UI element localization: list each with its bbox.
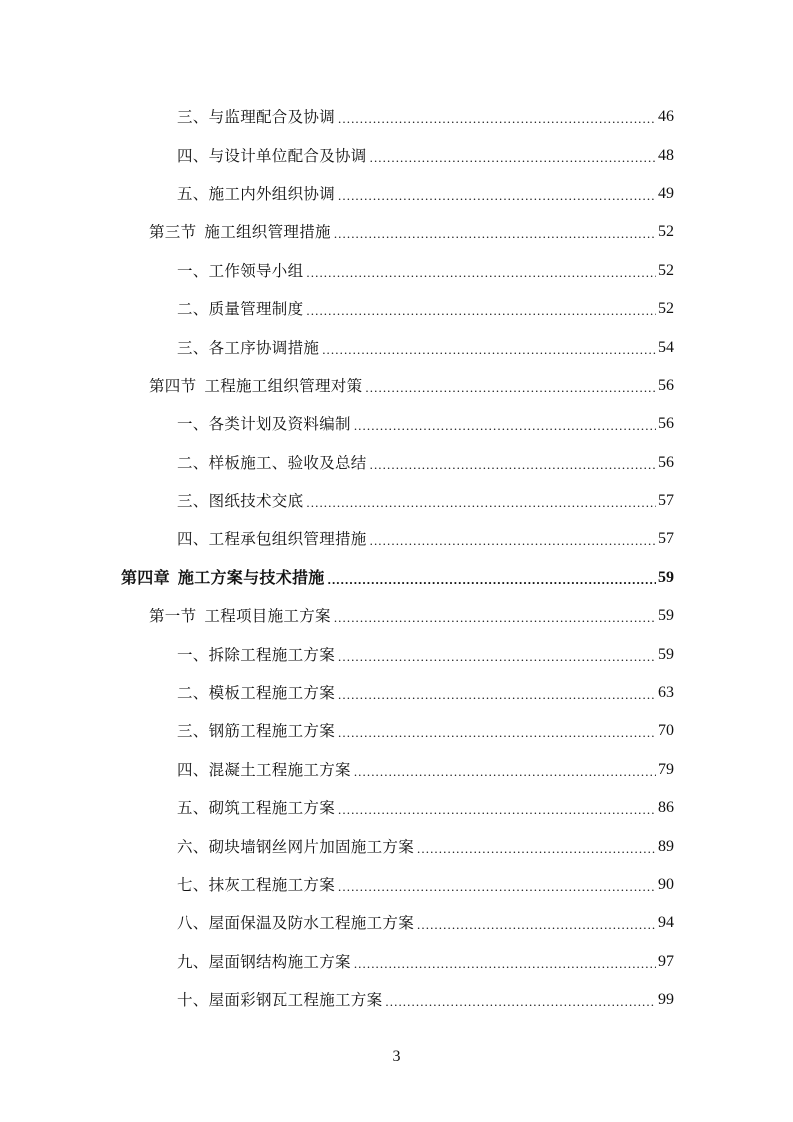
toc-entry-subtitle: 施工组织管理措施: [204, 223, 331, 242]
toc-entry-page: 56: [658, 376, 674, 394]
toc-dot-leader: [354, 414, 656, 434]
toc-entry[interactable]: [0, 635, 793, 673]
toc-dot-leader: [338, 721, 656, 741]
toc-entry-title: [149, 606, 331, 626]
toc-entry-title: [177, 491, 303, 511]
toc-entry[interactable]: [0, 136, 793, 174]
toc-entry-label: 五、砌筑工程施工方案: [177, 799, 336, 818]
toc-entry-subtitle: 工程施工组织管理对策: [204, 376, 363, 395]
toc-entry-label: 十、屋面彩钢瓦工程施工方案: [177, 991, 383, 1010]
toc-entry-page: 63: [658, 684, 674, 702]
toc-entry-label: 第四章: [121, 567, 170, 587]
toc-entry-title: [177, 107, 335, 127]
toc-entry-label: 七、抹灰工程施工方案: [177, 876, 336, 894]
toc-entry-label: 一、工作领导小组: [177, 261, 304, 280]
toc-entry-label: 一、拆除工程施工方案: [177, 645, 336, 664]
toc-entry[interactable]: [0, 904, 793, 942]
toc-dot-leader: [328, 568, 656, 588]
toc-entry-title: [177, 837, 414, 857]
toc-dot-leader: [370, 529, 656, 549]
toc-dot-leader: [334, 606, 656, 626]
toc-entry[interactable]: [0, 328, 793, 366]
toc-entry-label: 四、混凝土工程施工方案: [177, 760, 351, 779]
toc-dot-leader: [322, 338, 656, 358]
toc-dot-leader: [306, 299, 656, 319]
toc-entry-label: 一、各类计划及资料编制: [177, 415, 351, 434]
toc-entry-label: 四、工程承包组织管理措施: [177, 530, 367, 549]
toc-entry[interactable]: [0, 252, 793, 290]
toc-entry[interactable]: [0, 559, 793, 597]
toc-dot-leader: [385, 990, 656, 1010]
toc-entry-page: 86: [658, 799, 674, 817]
toc-entry-label: 三、各工序协调措施: [177, 338, 320, 357]
toc-entry-title: [177, 952, 351, 972]
toc-dot-leader: [417, 913, 656, 933]
toc-entry-title: [177, 529, 367, 549]
toc-dot-leader: [354, 760, 656, 780]
toc-entry-title: [177, 683, 335, 703]
toc-entry-page: 48: [658, 146, 674, 164]
toc-dot-leader: [306, 261, 656, 281]
toc-dot-leader: [338, 107, 656, 127]
toc-entry-title: [177, 760, 351, 780]
toc-entry[interactable]: [0, 444, 793, 482]
toc-entry-page: 49: [658, 184, 674, 202]
toc-entry[interactable]: [0, 290, 793, 328]
toc-entry-page: 59: [658, 607, 674, 625]
toc-entry-title: [177, 299, 303, 319]
toc-entry-page: 46: [658, 108, 674, 126]
toc-entry-title: [177, 146, 367, 166]
toc-dot-leader: [338, 184, 656, 204]
toc-entry-title: [177, 798, 335, 818]
toc-entry-label: 第一节: [149, 607, 197, 626]
toc-entry-page: 56: [658, 453, 674, 471]
toc-entry-page: 90: [658, 876, 674, 893]
toc-entry[interactable]: [0, 175, 793, 213]
toc-entry-title: [177, 414, 351, 434]
toc-dot-leader: [338, 798, 656, 818]
toc-entry[interactable]: [0, 405, 793, 443]
toc-entry-title: [121, 568, 325, 588]
toc-entry-title: [177, 184, 335, 204]
toc-entry[interactable]: [0, 827, 793, 865]
toc-dot-leader: [354, 952, 656, 972]
toc-entry-page: 99: [658, 991, 674, 1009]
toc-entry-label: 二、样板施工、验收及总结: [177, 453, 367, 472]
toc-entry[interactable]: [0, 213, 793, 251]
toc-entry-label: 五、施工内外组织协调: [177, 184, 336, 203]
toc-dot-leader: [334, 222, 656, 242]
toc-entry[interactable]: [0, 866, 793, 904]
toc-entry-title: [177, 875, 335, 895]
toc-dot-leader: [338, 875, 656, 895]
toc-entry-page: 94: [658, 914, 674, 932]
toc-entry-page: 56: [658, 415, 674, 433]
toc-entry-label: 二、质量管理制度: [177, 300, 304, 319]
toc-entry-label: 三、图纸技术交底: [177, 492, 304, 511]
toc-entry-subtitle: 工程项目施工方案: [204, 607, 331, 626]
toc-entry[interactable]: [0, 789, 793, 827]
toc-entry-page: 59: [658, 645, 674, 663]
toc-entry-page: 70: [658, 722, 674, 740]
toc-entry-page: 52: [658, 223, 674, 241]
toc-entry[interactable]: [0, 597, 793, 635]
toc-dot-leader: [365, 376, 656, 396]
toc-entry-label: 二、模板工程施工方案: [177, 684, 336, 703]
toc-entry-page: 57: [658, 530, 674, 548]
toc-entry-title: [177, 990, 382, 1010]
toc-dot-leader: [417, 837, 656, 857]
toc-dot-leader: [338, 683, 656, 703]
toc-entry-label: 九、屋面钢结构施工方案: [177, 952, 351, 971]
toc-entry-title: [177, 261, 303, 281]
toc-entry-page: 79: [658, 760, 674, 778]
toc-dot-leader: [306, 491, 656, 511]
toc-entry-page: 54: [658, 338, 674, 356]
toc-entry-label: 第三节: [149, 223, 197, 242]
toc-entry-page: 59: [658, 568, 674, 586]
toc-entry-title: [177, 645, 335, 665]
toc-entry-page: 52: [658, 300, 674, 318]
toc-entry[interactable]: [0, 712, 793, 750]
toc-entry-label: 三、钢筋工程施工方案: [177, 722, 336, 741]
toc-entry-page: 57: [658, 492, 674, 510]
table-of-contents: [0, 98, 793, 1019]
toc-entry-title: [177, 913, 414, 933]
toc-entry-page: 89: [658, 837, 674, 855]
toc-entry-label: 八、屋面保温及防水工程施工方案: [177, 914, 415, 933]
toc-entry[interactable]: [0, 943, 793, 981]
toc-entry-title: [149, 376, 362, 396]
toc-entry[interactable]: [0, 482, 793, 520]
toc-entry-title: [149, 222, 331, 242]
toc-entry[interactable]: [0, 751, 793, 789]
toc-entry-page: 97: [658, 952, 674, 970]
page-number: 3: [392, 1048, 401, 1065]
toc-entry-label: 三、与监理配合及协调: [177, 108, 336, 127]
toc-dot-leader: [370, 453, 656, 473]
toc-entry-label: 第四节: [149, 376, 197, 395]
toc-entry-title: [177, 721, 335, 741]
toc-entry-title: [177, 453, 367, 473]
toc-entry[interactable]: [0, 367, 793, 405]
toc-dot-leader: [370, 146, 656, 166]
toc-dot-leader: [338, 645, 656, 665]
toc-entry[interactable]: [0, 981, 793, 1019]
toc-entry-label: 四、与设计单位配合及协调: [177, 146, 367, 165]
toc-entry-label: 六、砌块墙钢丝网片加固施工方案: [177, 837, 415, 856]
toc-entry-subtitle: 施工方案与技术措施: [177, 567, 325, 587]
toc-entry[interactable]: [0, 98, 793, 136]
toc-entry-page: 52: [658, 261, 674, 279]
toc-entry-title: [177, 338, 319, 358]
toc-entry[interactable]: [0, 674, 793, 712]
toc-entry[interactable]: [0, 520, 793, 558]
